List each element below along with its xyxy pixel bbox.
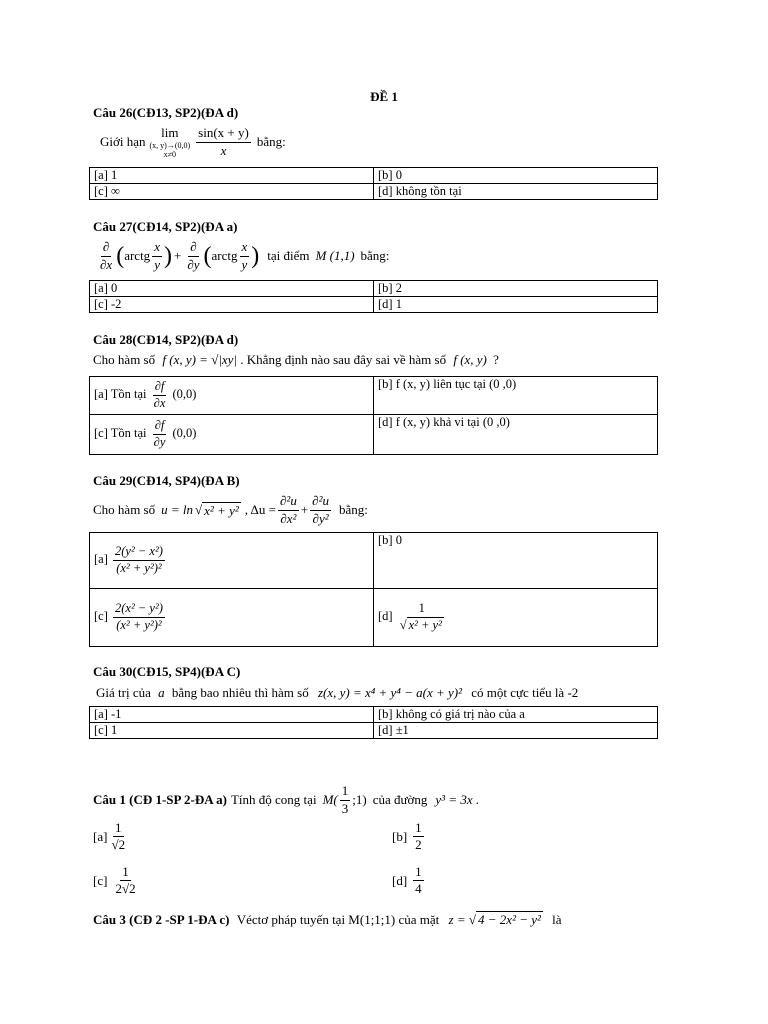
- q1-a-fraction: [109, 820, 127, 854]
- q30-a-variable: a: [158, 685, 165, 700]
- q29-d2u-dx2: [278, 493, 299, 527]
- q28-a-pre: [a] Tồn tại: [94, 387, 147, 402]
- q29-sqrt-sign: √: [195, 502, 203, 517]
- q1-c-label: [c]: [93, 872, 108, 888]
- q30-answer-d[interactable]: [d] ±1: [374, 723, 658, 739]
- question-30-statement: [96, 685, 578, 701]
- question-29-statement: [93, 490, 368, 530]
- question-28-heading: Câu 28(CĐ14, SP2)(ĐA d): [93, 332, 239, 347]
- q29-a-label: [a]: [94, 552, 108, 567]
- q27-partial-den-y: ∂y: [187, 256, 200, 272]
- q1-c-den: 2√2: [115, 881, 136, 897]
- q29-d2u-num-2: ∂²u: [310, 493, 331, 510]
- q26-denominator: x: [220, 142, 227, 158]
- q27-suffix-pre: tại điểm: [267, 248, 310, 263]
- question-1-heading: Câu 1 (CĐ 1-SP 2-ĐA a): [93, 792, 227, 807]
- q29-d-fraction: [398, 601, 446, 633]
- q29-delta: , Δu =: [244, 502, 276, 517]
- q26-answer-c[interactable]: [c] ∞: [90, 184, 374, 200]
- q28-function-2: f (x, y): [453, 352, 487, 367]
- q26-prefix: Giới hạn: [100, 134, 146, 149]
- q29-a-fraction: [113, 544, 165, 576]
- q30-line-pre: Giá trị của: [96, 685, 151, 700]
- q29-plus: +: [300, 502, 309, 517]
- q29-c-num: 2(x² − y²): [113, 601, 165, 618]
- q28-c-post: (0,0): [172, 426, 197, 441]
- q27-answer-b[interactable]: [b] 2: [374, 281, 658, 297]
- q3-text: Véctơ pháp tuyến tại M(1;1;1) của mặt: [236, 912, 440, 927]
- q29-answer-b[interactable]: [b] 0: [374, 533, 658, 589]
- q30-line-post: có một cực tiểu là -2: [471, 685, 579, 700]
- q1-d-fraction: [413, 864, 424, 898]
- q28-a-den: ∂x: [153, 396, 166, 410]
- q28-c-fraction: [152, 418, 168, 450]
- q1-a-num: 1: [113, 820, 124, 837]
- q27-close-paren-2: ): [251, 243, 260, 269]
- q27-partial-num-2: ∂: [188, 239, 198, 256]
- q26-answer-a[interactable]: [a] 1: [90, 168, 374, 184]
- q26-numerator: sin(x + y): [196, 125, 251, 142]
- q28-line-pre: Cho hàm số: [93, 352, 156, 367]
- q1-answer-c[interactable]: [93, 864, 140, 898]
- q1-d-num: 1: [413, 864, 424, 881]
- q27-d-dy: [185, 239, 201, 273]
- question-3-statement: [93, 912, 562, 928]
- q27-arctg-2: arctg: [211, 248, 238, 263]
- q29-c-fraction: [113, 601, 165, 633]
- q29-d2u-dy2: [310, 493, 331, 527]
- q28-c-den: ∂y: [153, 435, 166, 449]
- q1-b-den: 2: [415, 837, 422, 853]
- q29-a-num: 2(y² − x²): [113, 544, 165, 561]
- q1-text2: của đường: [372, 792, 428, 807]
- q28-answer-d[interactable]: [d] f (x, y) khả vi tại (0 ,0): [374, 415, 658, 455]
- q1-point-fraction: [340, 783, 351, 817]
- q27-y-1: y: [154, 256, 160, 272]
- q28-question-mark: ?: [493, 352, 499, 367]
- q30-function: z(x, y) = x⁴ + y⁴ − a(x + y)²: [317, 685, 462, 700]
- q28-line-post: . Khẳng định nào sau đây sai về hàm số: [240, 352, 447, 367]
- q1-point-den: 3: [341, 800, 349, 816]
- q30-answer-a[interactable]: [a] -1: [90, 707, 374, 723]
- q1-b-num: 1: [413, 820, 424, 837]
- q29-d-num: 1: [417, 601, 427, 618]
- q28-a-fraction: [152, 379, 168, 411]
- document-title: ĐỀ 1: [370, 89, 398, 104]
- q29-suffix: bằng:: [339, 502, 368, 517]
- q1-d-label: [d]: [392, 872, 408, 888]
- q27-xy-fraction-1: [152, 239, 162, 273]
- q27-x-1: x: [152, 239, 162, 256]
- q26-answer-b[interactable]: [b] 0: [374, 168, 658, 184]
- q1-c-num: 1: [120, 864, 131, 881]
- q27-xy-fraction-2: [240, 239, 250, 273]
- q27-partial-den-x: ∂x: [100, 256, 113, 272]
- q1-a-den: √2: [111, 837, 126, 853]
- q29-c-den: (x² + y²)²: [116, 618, 162, 632]
- q29-line-pre: Cho hàm số: [93, 502, 156, 517]
- q1-point-pre: M(: [322, 792, 338, 807]
- q27-answer-d[interactable]: [d] 1: [374, 297, 658, 313]
- q1-b-fraction: [413, 820, 424, 854]
- q27-arctg-1: arctg: [124, 248, 151, 263]
- q27-d-dx: [98, 239, 114, 273]
- question-28-statement: [93, 352, 499, 368]
- q27-answer-c[interactable]: [c] -2: [90, 297, 374, 313]
- q27-y-2: y: [241, 256, 248, 272]
- q28-answer-b[interactable]: [b] f (x, y) liên tục tại (0 ,0): [374, 377, 658, 415]
- q27-partial-num-1: ∂: [101, 239, 111, 256]
- q28-answer-c[interactable]: [90, 415, 374, 455]
- q29-answer-d[interactable]: [374, 589, 658, 647]
- q27-answer-table: [89, 280, 658, 313]
- q27-plus: +: [173, 248, 182, 263]
- question-1-statement: [93, 782, 479, 818]
- q28-a-post: (0,0): [172, 387, 197, 402]
- q1-curve: y³ = 3x: [435, 792, 473, 807]
- q29-c-label: [c]: [94, 609, 108, 624]
- q29-d-label: [d]: [378, 609, 393, 624]
- q29-answer-table: [89, 532, 658, 647]
- q28-answer-a[interactable]: [90, 377, 374, 415]
- q3-surface-pre: z =: [448, 912, 466, 927]
- q28-c-pre: [c] Tồn tại: [94, 426, 147, 441]
- q29-d-den-wrap: √ x² + y²: [399, 618, 442, 632]
- q1-answer-d[interactable]: [392, 864, 426, 898]
- q3-sqrt-sign: √: [468, 912, 477, 927]
- question-27-heading: Câu 27(CĐ14, SP2)(ĐA a): [93, 219, 238, 234]
- q28-a-num: ∂f: [153, 379, 167, 396]
- q26-lim-sub1: (x, y)→(0,0): [149, 141, 191, 150]
- q3-tail: là: [552, 912, 562, 927]
- question-29-heading: Câu 29(CĐ14, SP4)(ĐA B): [93, 473, 240, 488]
- q27-x-2: x: [240, 239, 250, 256]
- q27-answer-a[interactable]: [a] 0: [90, 281, 374, 297]
- question-30-heading: Câu 30(CĐ15, SP4)(ĐA C): [93, 664, 241, 679]
- q1-point-post: ;1): [352, 792, 367, 807]
- q29-d2u-num-1: ∂²u: [278, 493, 299, 510]
- q1-text: Tính độ cong tại: [230, 792, 317, 807]
- q27-point: M (1,1): [315, 248, 355, 263]
- question-26-heading: Câu 26(CĐ13, SP2)(ĐA d): [93, 105, 239, 120]
- q29-a-den: (x² + y²)²: [116, 561, 162, 575]
- question-3-heading: Câu 3 (CĐ 2 -SP 1-ĐA c): [93, 912, 230, 927]
- q1-dot: .: [475, 792, 479, 807]
- question-26-statement: [100, 122, 286, 162]
- q30-line-mid: bằng bao nhiêu thì hàm số: [171, 685, 309, 700]
- q29-answer-c[interactable]: [90, 589, 374, 647]
- q29-dy2-den: ∂y²: [312, 510, 329, 526]
- q30-answer-c[interactable]: [c] 1: [90, 723, 374, 739]
- q29-u-def: u = ln: [161, 502, 194, 517]
- q27-suffix: bằng:: [360, 248, 390, 263]
- q26-answer-table: [89, 167, 658, 200]
- q28-answer-table: [89, 376, 658, 455]
- q30-answer-table: [89, 706, 658, 739]
- q29-answer-a[interactable]: [90, 533, 374, 589]
- q1-a-label: [a]: [93, 828, 108, 844]
- q29-d-den: x² + y²: [408, 618, 442, 632]
- q26-lim-word: lim: [161, 125, 179, 140]
- q1-point-num: 1: [340, 783, 351, 800]
- q1-d-den: 4: [415, 881, 422, 897]
- q27-open-paren-2: (: [203, 243, 212, 269]
- q26-lim-sub2: x≠0: [163, 150, 177, 159]
- q1-b-label: [b]: [392, 828, 408, 844]
- q1-answer-a[interactable]: [93, 820, 129, 854]
- q30-answer-b[interactable]: [b] không có giá trị nào của a: [374, 707, 658, 723]
- q28-function: f (x, y) = √|xy|: [162, 352, 238, 367]
- q26-fraction: [196, 125, 251, 159]
- q28-c-num: ∂f: [153, 418, 167, 435]
- q29-dx2-den: ∂x²: [280, 510, 297, 526]
- q3-surface-radicand: 4 − 2x² − y²: [478, 912, 541, 927]
- q26-answer-d[interactable]: [d] không tồn tại: [374, 184, 658, 200]
- q26-limit: [150, 125, 191, 159]
- q29-u-radicand: x² + y²: [204, 502, 239, 518]
- q1-answer-b[interactable]: [392, 820, 426, 854]
- q27-open-paren-1: (: [116, 243, 125, 269]
- q27-close-paren-1: ): [163, 243, 172, 269]
- q1-c-fraction: [113, 864, 137, 898]
- q26-suffix: bằng:: [256, 134, 286, 149]
- question-27-statement: [96, 234, 389, 278]
